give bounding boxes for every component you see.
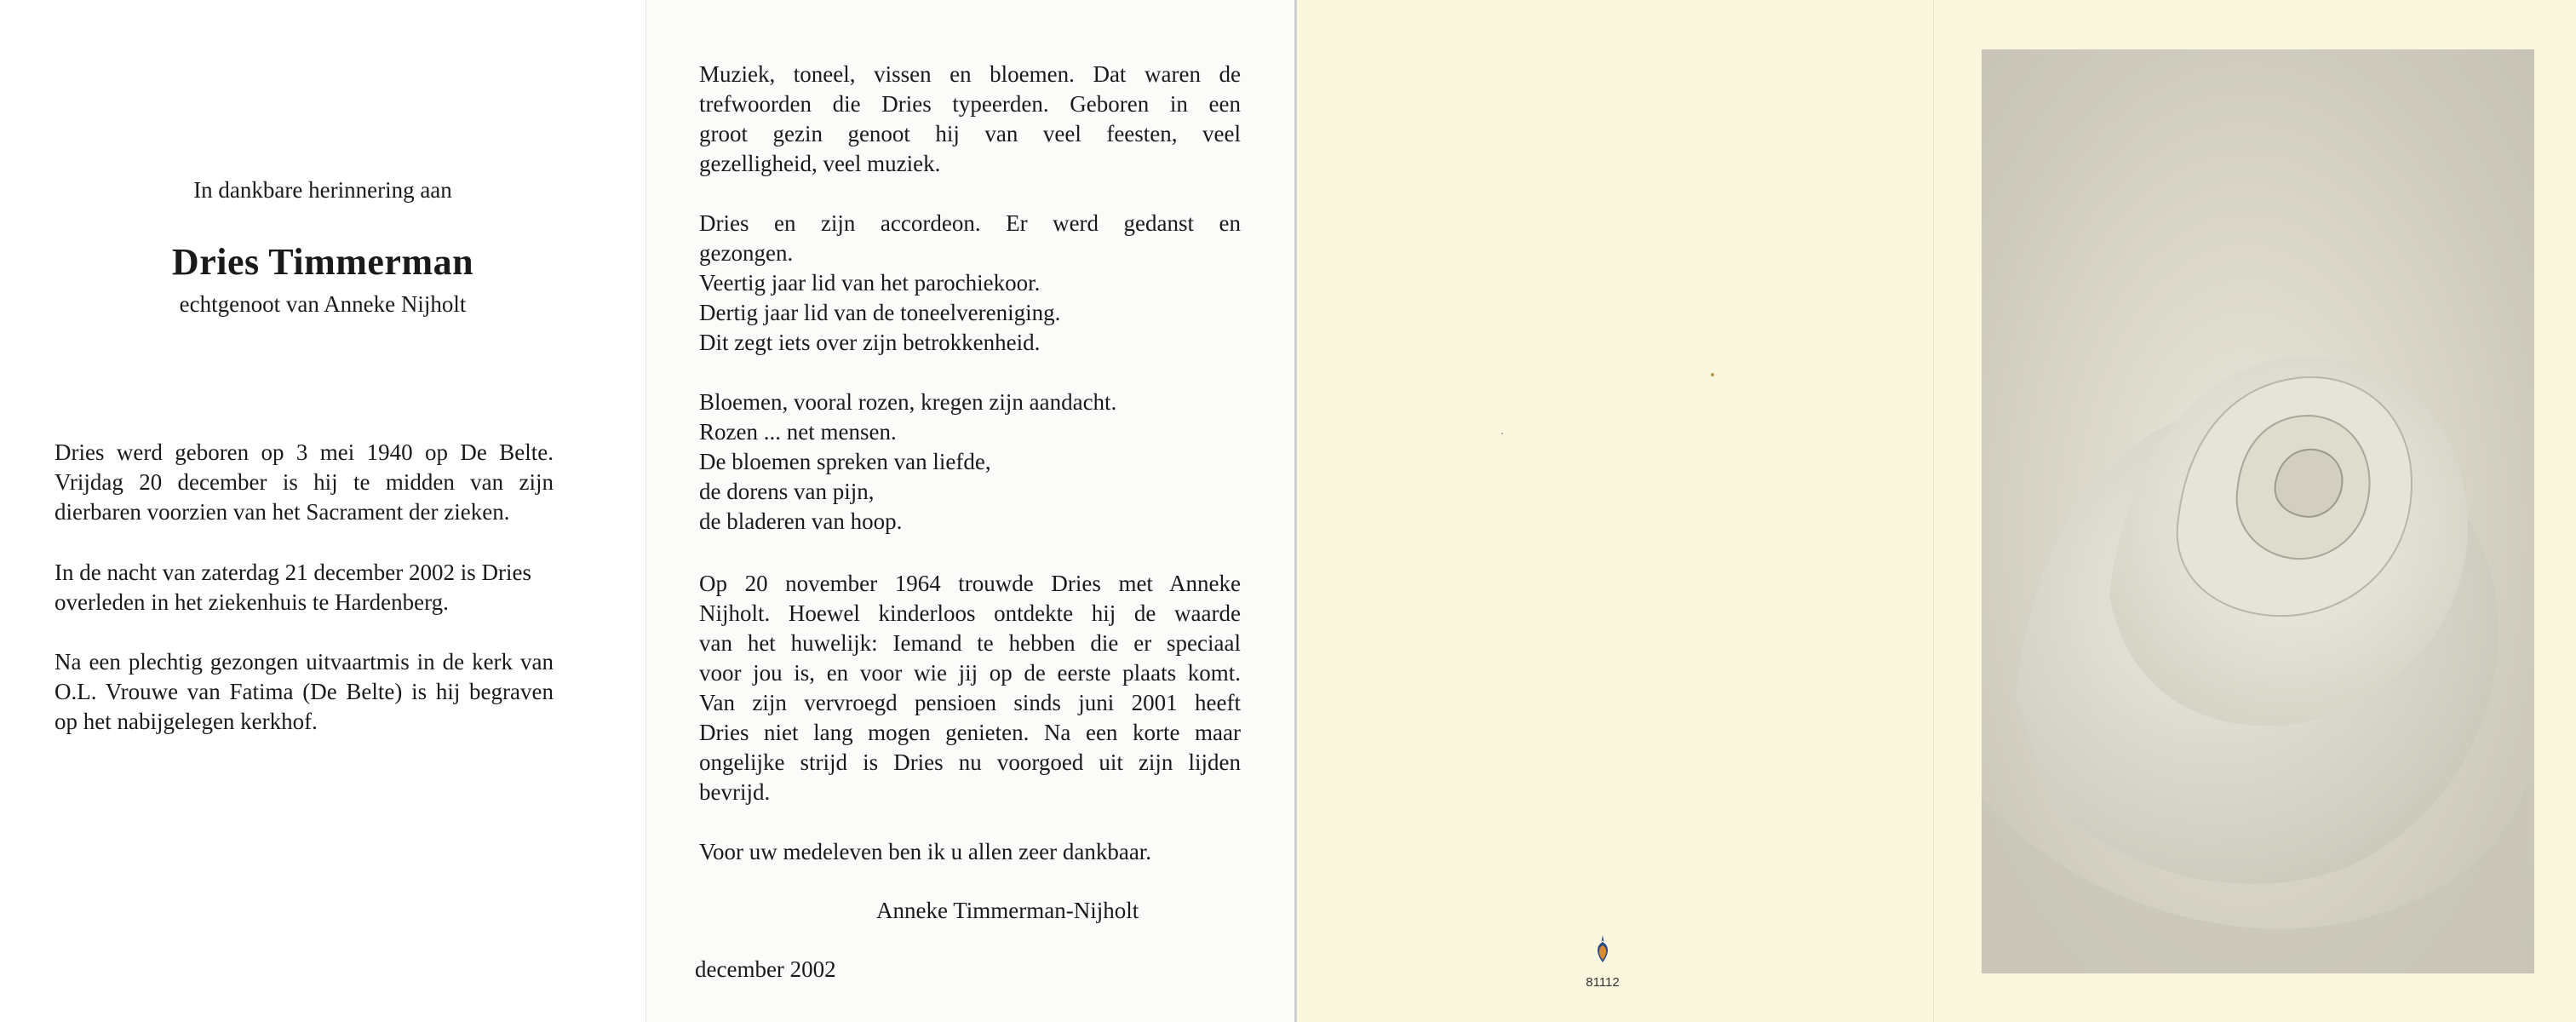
text-line: Dries en zijn accordeon. Er werd gedanst en — [699, 210, 1241, 236]
text-line: De bloemen spreken van liefde, — [699, 449, 991, 474]
text-line: Muziek, toneel, vissen en bloemen. Dat waren de — [699, 61, 1241, 87]
text-line: voor jou is, en voor wie jij op de eerste plaats komt. — [699, 660, 1241, 686]
text-line: overleden in het ziekenhuis te Hardenberg. — [55, 589, 449, 615]
text-line: dierbaren voorzien van het Sacrament der zieken. — [55, 499, 510, 525]
signature: Anneke Timmerman-Nijholt — [876, 898, 1139, 923]
text-line: Op 20 november 1964 trouwde Dries met Anneke — [699, 571, 1241, 596]
text-line: Van zijn vervroegd pensioen sinds juni 2001 heeft — [699, 690, 1241, 715]
printer-logo-icon — [1593, 935, 1612, 964]
date-line: december 2002 — [695, 956, 836, 982]
text-line: Veertig jaar lid van het parochiekoor. — [699, 270, 1041, 296]
text-line: In de nacht van zaterdag 21 december 2002 is Dries — [55, 560, 532, 585]
memorial-intro: In dankbare herinnering aan — [193, 177, 452, 203]
text-line: de dorens van pijn, — [699, 479, 875, 504]
text-line: Bloemen, vooral rozen, kregen zijn aandacht. — [699, 389, 1117, 415]
text-line: Dries werd geboren op 3 mei 1940 op De Belte. — [55, 439, 554, 465]
text-line: ongelijke strijd is Dries nu voorgoed uit zijn lijden — [699, 749, 1241, 775]
spouse-line: echtgenoot van Anneke Nijholt — [179, 291, 467, 317]
back-cover — [1294, 0, 1933, 1022]
text-line: groot gezin genoot hij van veel feesten, veel — [699, 121, 1241, 146]
rose-photo — [1982, 49, 2534, 973]
rose-illustration — [1982, 49, 2534, 973]
text-line: op het nabijgelegen kerkhof. — [55, 709, 318, 734]
text-line: bevrijd. — [699, 779, 771, 805]
deceased-name: Dries Timmerman — [171, 241, 474, 283]
paper-speck — [1501, 433, 1503, 434]
text-line: Vrijdag 20 december is hij te midden van zijn — [55, 469, 554, 495]
text-line: Voor uw medeleven ben ik u allen zeer dankbaar. — [699, 839, 1152, 864]
right-inside-page — [645, 0, 1294, 1022]
text-line: O.L. Vrouwe van Fatima (De Belte) is hij begraven — [55, 679, 554, 704]
text-line: Na een plechtig gezongen uitvaartmis in de kerk van — [55, 649, 554, 675]
text-line: Rozen ... net mensen. — [699, 419, 897, 445]
left-inside-page — [0, 0, 645, 1022]
text-line: Dries niet lang mogen genieten. Na een korte maar — [699, 720, 1241, 745]
front-cover — [1933, 0, 2576, 1022]
text-line: trefwoorden die Dries typeerden. Geboren in een — [699, 91, 1241, 117]
text-line: van het huwelijk: Iemand te hebben die er speciaal — [699, 630, 1241, 656]
text-line: de bladeren van hoop. — [699, 508, 903, 534]
text-line: gezongen. — [699, 240, 794, 266]
text-line: Dit zegt iets over zijn betrokkenheid. — [699, 330, 1041, 355]
text-line: Nijholt. Hoewel kinderloos ontdekte hij de waarde — [699, 600, 1241, 626]
text-line: gezelligheid, veel muziek. — [699, 151, 941, 176]
print-code: 81112 — [1586, 975, 1620, 990]
paper-speck — [1711, 373, 1714, 376]
text-line: Dertig jaar lid van de toneelvereniging. — [699, 300, 1061, 325]
